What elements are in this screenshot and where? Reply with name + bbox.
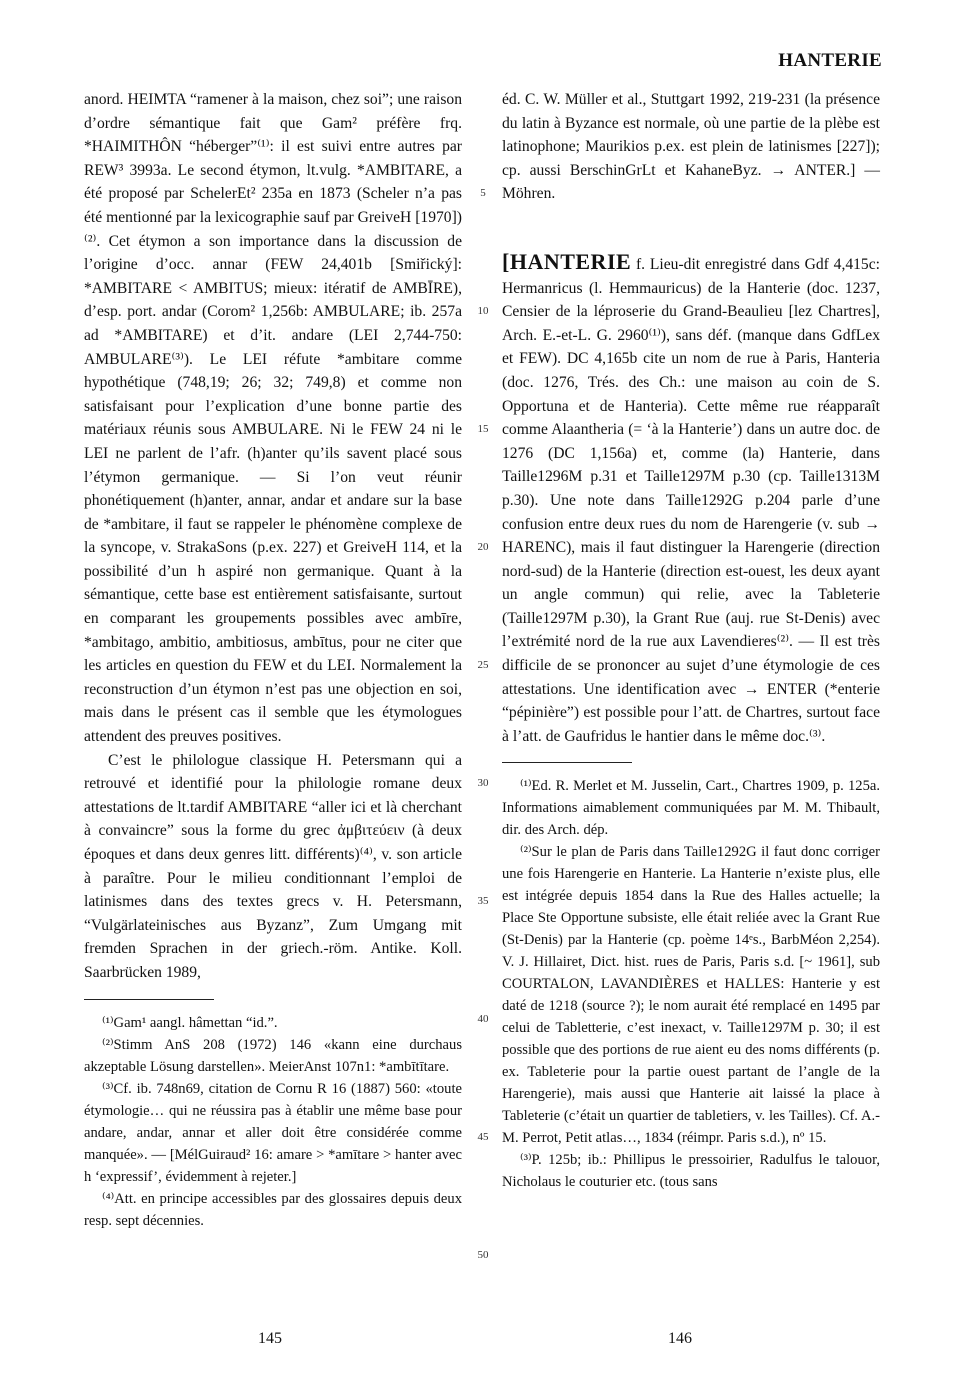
line-number: 35 — [477, 895, 489, 908]
line-number: 40 — [477, 1013, 489, 1026]
line-number: 30 — [477, 777, 489, 790]
left-footnote-3: ⁽³⁾Cf. ib. 748n69, citation de Cornu R 16 (1887) 560: «toute étymologie… qui ne réussira pas à établir une même base pour andare, andar, annar et aller doit être considérée comme manquée». — [MélGuiraud² 16: amare > *amītare > hanter avec h ‘expressif’, évidemment à rejeter.] — [84, 1080, 462, 1185]
line-numbers — [470, 88, 496, 1268]
line-number: 50 — [477, 1249, 489, 1262]
entry-hanterie — [502, 250, 880, 748]
right-footnote-1: ⁽¹⁾Ed. R. Merlet et M. Jusselin, Cart., Chartres 1909, p. 125a. Informations aimablement communiquées par M. M. Thibault, dir. des Arch. dép. — [502, 778, 880, 839]
entry-headword: [HANTERIE — [502, 248, 632, 274]
line-number: 10 — [477, 305, 489, 318]
left-footnote-4: ⁽⁴⁾Att. en principe accessibles par des glossaires depuis deux resp. sept décennies. — [84, 1190, 462, 1229]
left-paragraph-2: C’est le philologue classique H. Petersmann qui a retrouvé et identifié pour la philologie romane deux attestations de lt.tardif AMBITARE “aller ici et là cherchant à convaincre” sous la forme du grec ἀμβιτεύειν (à deux époques et dans deux genres litt. différents)⁽⁴⁾, v. son article à paraître. Pour le milieu conditionnant l’emploi de latinismes dans des textes grecs v. H. Petersmann, “Vulgärlateinisches aus Byzanz”, Zum Umgang mit fremden Sprachen in der griech.-röm. Antike. Koll. Saarbrücken 1989, — [84, 751, 462, 981]
line-number: 15 — [477, 423, 489, 436]
left-footnote-1: ⁽¹⁾Gam¹ aangl. hâmettan “id.”. — [102, 1014, 278, 1031]
entry-text: f. Lieu-dit enregistré dans Gdf 4,415c: Hermanricus (l. Hemmauricus) de la Hanterie (doc. 1237, Censier de la léproserie du Grand-Beaulieu [lez Chartres], Arch. E.-et-L. G. 2960⁽¹⁾), sans déf. (manque dans GdfLex et FEW). DC 4,165b cite un nom de rue à Paris, Hanteria (doc. 1276, Trés. des Ch.: une maison au coin de S. Opportuna et de Hanteria). Cette même rue réapparaît comme Alaantheria (= ‘à la Hanterie’) dans un autre doc. de 1276 (DC 1,156a) et, comme (la) Hanterie, dans Taille1296M p.31 et Taille1297M p.30 (cp. Taille1313M p.30). Une note dans Taille1292G p.204 parle d’une confusion entre deux rues du nom de Harengerie (v. sub → HARENC), mais il faut distinguer la Harengerie (direction nord-sud) de la Hanterie (direction est-ouest, les deux ayant un angle commun) qui relie, avec la Tableterie (Taille1297M p.30), la Grant Rue (auj. rue St-Denis) avec l’extrémité nord de la rue aux Lavendieres⁽²⁾. — Il est très difficile de se prononcer au sujet d’une étymologie de ces attestations. Une identification avec → ENTER (*enterie “pépinière”) est possible pour l’att. de Chartres, surtout face à l’att. de Gaufridus le hantier dans le même doc.⁽³⁾. — [502, 255, 880, 745]
line-number: 25 — [477, 659, 489, 672]
left-footnote-2: ⁽²⁾Stimm AnS 208 (1972) 146 «kann eine durchaus akzeptable Lösung darstellen». MeierAnst 107n1: *ambītītare. — [84, 1036, 462, 1075]
page-number-right: 146 — [668, 1330, 692, 1347]
footnote-rule — [502, 762, 632, 763]
line-number: 20 — [477, 541, 489, 554]
right-footnote-2: ⁽²⁾Sur le plan de Paris dans Taille1292G il faut donc corriger une fois Harengerie en Hanterie. La Hanterie n’existe plus, elle est intégrée depuis 1854 dans la Rue des Halles actuelle; la Place Ste Opportune subsiste, elle était reliée avec la Grant Rue (St-Denis) par la Hanterie (cp. poème 14ᵉs., BarbMéon 2,254). V. J. Hillairet, Dict. hist. rues de Paris, Paris s.d. [~ 1961], sub COURTALON, LAVANDIÈRES et HALLES: Hanterie y est daté de 1218 (source ?); le nom aurait été remplacé en 1495 par celui de Tabletterie, c’est inexact, v. Taille1297M p. 30; il est possible que des portions de rue aient eu des noms différents (p. ex. Tableterie pour la partie ouest partant de l’angle de la Harengerie), mais aussi que Hanterie ait laissé la place à Tableterie (c’était un quartier de tabletiers, v. les Tailles). Cf. A.-M. Perrot, Petit atlas…, 1834 (réimpr. Paris s.d.), nº 15. — [502, 844, 880, 1147]
footnote-rule — [84, 999, 214, 1000]
right-paragraph-1: éd. C. W. Müller et al., Stuttgart 1992, 219-231 (la présence du latin à Byzance est normale, où une partie de la plèbe est latinophone; Maurikios p.ex. est plein de latinismes [227]); cp. aussi BerschinGrLt et KahaneByz. → ANTER.] — Möhren. — [502, 91, 880, 203]
page-number-left: 145 — [258, 1330, 282, 1347]
right-column — [502, 88, 880, 1193]
line-number: 45 — [477, 1131, 489, 1144]
left-paragraph-1: anord. HEIMTA “ramener à la maison, chez soi”; une raison d’ordre sémantique fait que Gam² préfère frq. *HAIMITHÔN “héberger”⁽¹⁾: il est suivi entre autres par REW³ 3993a. Le second étymon, lt.vulg. *AMBITARE, a été proposé par SchelerEt² 235a en 1873 (Scheler n’a pas été mentionné par la lexicographie sauf par GreiveH [1970])⁽²⁾. Cet étymon a son importance dans la discussion de l’origine d’occ. annar (FEW 24,401b [Smiřický]: *AMBITARE < AMBITUS; mieux: itératif de AMBĪRE), d’esp. port. andar (Corom² 1,256b: AMBULARE; ib. 257a ad *AMBITARE) et d’it. andare (LEI 2,744-750: AMBULARE⁽³⁾). Le LEI réfute *ambitare comme hypothétique (748,19; 26; 32; 749,8) et comme non satisfaisant pour l’explication d’une bonne partie des matériaux réunis sous AMBULARE. Ni le FEW 24 ni le LEI ne parlent de l’afr. (h)anter qu’ils savent placé sous l’étymon germanique. — Si l’on veut réunir phonétiquement (h)anter, annar, andar et andare sur la base de *ambitare, il faut se rappeler le phénomène complexe de la syncope, v. StrakaSons (p.ex. 227) et GreiveH 114, et la possibilité d’un h aspiré non germanique. Quant à la sémantique, cette base est entièrement satisfaisante, surtout en comparant les groupements possibles avec ambīre, *ambitago, ambitio, ambitiosus, ambītus, pour ne citer que les articles en question du FEW et du LEI. Normalement la reconstruction d’un étymon n’est pas une objection en soi, mais dans le présent cas il semble que les étymologues attendent des preuves positives. — [84, 91, 462, 746]
running-head: HANTERIE — [778, 50, 882, 71]
left-column — [84, 88, 462, 1232]
right-footnote-3: ⁽³⁾P. 125b; ib.: Phillipus le pressoirier, Radulfus le talouor, Nicholaus le couturier etc. (tous sans — [502, 1152, 880, 1191]
line-number: 5 — [480, 187, 486, 200]
